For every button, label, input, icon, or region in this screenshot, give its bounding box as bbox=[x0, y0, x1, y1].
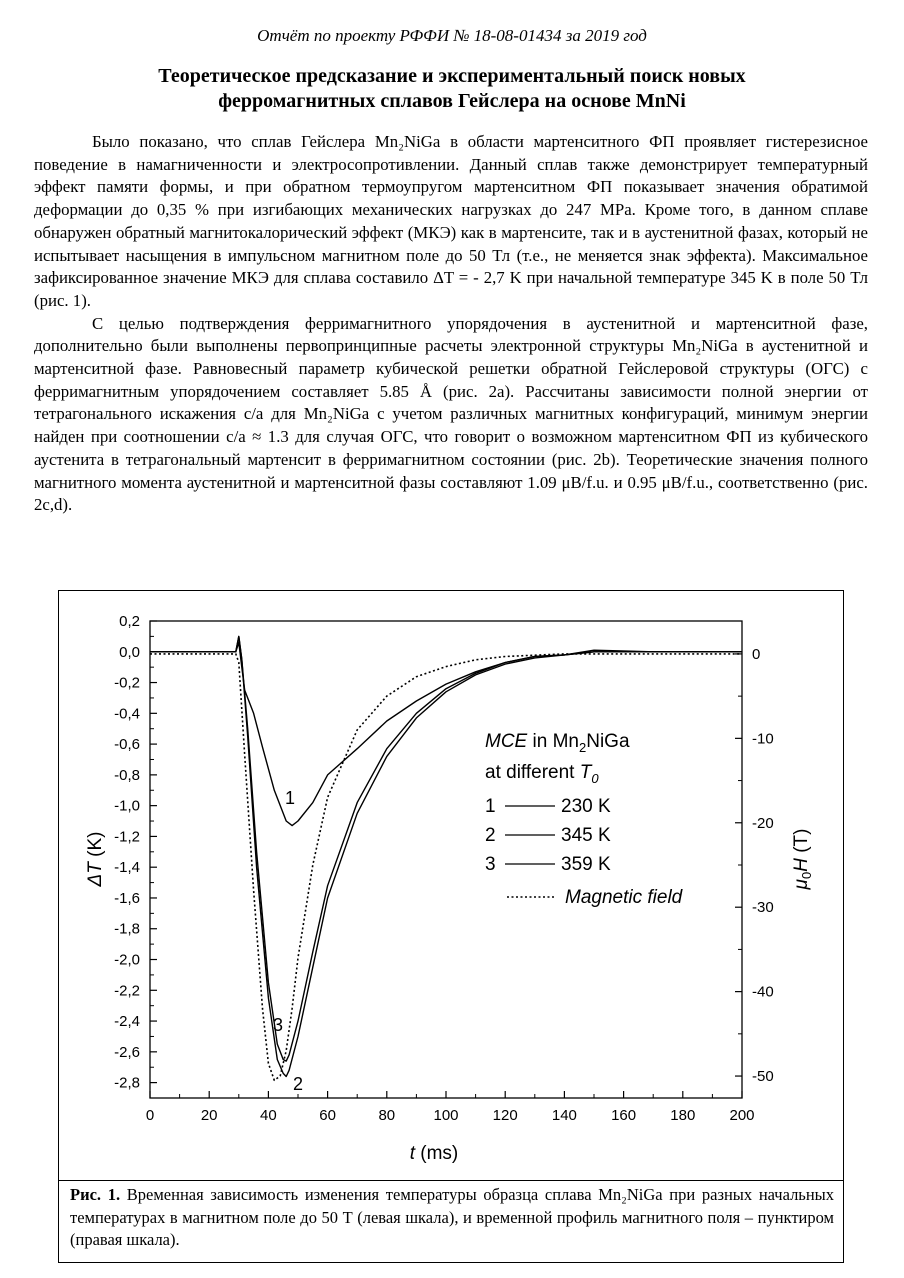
y-tick-label: -2,6 bbox=[114, 1043, 140, 1061]
y-tick-label: 0,0 bbox=[119, 643, 140, 661]
figure-caption bbox=[70, 1184, 834, 1252]
body-text bbox=[34, 131, 868, 517]
x-tick-label: 100 bbox=[433, 1107, 459, 1124]
x-tick-label: 60 bbox=[319, 1107, 336, 1124]
x-axis-label: t (ms) bbox=[409, 1143, 459, 1164]
mce-chart bbox=[59, 591, 845, 1181]
y2-axis-label: $\mu_0H$ (T) bbox=[791, 828, 814, 890]
figure-box bbox=[58, 590, 844, 1263]
y-tick-label: -2,0 bbox=[114, 951, 140, 969]
series-line-3 bbox=[150, 636, 742, 1061]
y2-tick-label: -50 bbox=[752, 1068, 774, 1086]
report-header: Отчёт по проекту РФФИ № 18-08-01434 за 2019 год bbox=[257, 26, 647, 45]
legend-label-field: Magnetic field bbox=[565, 887, 683, 908]
caption-text: Временная зависимость изменения температуры образца сплава Mn₂NiGa при разных начальных температурах в магнитном поле до 50 Т (левая шкала), и временной профиль магнитного поля – пунктиром (правая шкала). bbox=[70, 1185, 834, 1249]
legend-label-2: 345 K bbox=[561, 825, 611, 846]
y-tick-label: -2,2 bbox=[114, 982, 140, 1000]
y-tick-label: -0,8 bbox=[114, 766, 140, 784]
y2-tick-label: 0 bbox=[752, 645, 761, 663]
series-line-field bbox=[150, 654, 742, 1080]
curve-label-3: 3 bbox=[273, 1015, 284, 1035]
y-tick-label: -2,8 bbox=[114, 1074, 140, 1092]
x-tick-label: 120 bbox=[492, 1107, 518, 1124]
paragraph-2: С целью подтверждения ферримагнитного упорядочения в аустенитной и мартенситной фазе, дополнительно были выполнены первопринципные расчеты электронной структуры Mn₂NiGa в аустенитной и мартенситной фазе. Равновесный параметр кубической решетки обратной Гейслеровой структуры (ОГС) с ферримагнитным упорядочением составляет 5.85 Å (рис. 2a). Рассчитаны зависимости полной энергии от тетрагонального искажения c/a для Mn₂NiGa с учетом различных магнитных конфигураций, минимум энергии найден при соотношении c/a ≈ 1.3 для случая ОГС, что говорит о возможном мартенситном ФП из кубического аустенита в тетрагональный мартенсит в ферримагнитном состоянии (рис. 2b). Теоретические значения полного магнитного момента аустенитной и мартенситной фазы составляют 1.09 μB/f.u. и 0.95 μB/f.u., соответственно (рис. 2c,d). bbox=[34, 313, 868, 515]
series-line-1 bbox=[150, 643, 742, 826]
caption-label: Рис. 1. bbox=[70, 1185, 121, 1204]
legend-entry-field bbox=[507, 887, 684, 908]
paper-title bbox=[0, 64, 904, 114]
legend-num-3: 3 bbox=[485, 854, 496, 875]
caption-divider bbox=[58, 1180, 844, 1181]
title-line-2: ферромагнитных сплавов Гейслера на основе MnNi bbox=[218, 90, 686, 112]
x-tick-label: 20 bbox=[200, 1107, 218, 1124]
y-tick-label: -2,4 bbox=[114, 1013, 140, 1031]
series-layer bbox=[150, 636, 742, 1080]
legend-num-1: 1 bbox=[485, 796, 496, 817]
y-tick-label: -1,8 bbox=[114, 920, 140, 938]
legend-num-2: 2 bbox=[485, 825, 496, 846]
y-tick-label: -0,6 bbox=[114, 736, 140, 754]
y-tick-label: -0,2 bbox=[114, 674, 140, 692]
legend-title-2: at different $T_0$ bbox=[485, 762, 599, 786]
y2-tick-label: -10 bbox=[752, 730, 774, 748]
legend-label-3: 359 K bbox=[561, 854, 611, 875]
curve-label-1: 1 bbox=[285, 788, 296, 808]
y2-tick-label: -20 bbox=[752, 814, 774, 832]
y2-tick-label: -40 bbox=[752, 983, 774, 1001]
y-tick-label: -0,4 bbox=[114, 705, 140, 723]
legend-title-1: MCE in $Mn_2NiGa$ bbox=[485, 731, 630, 755]
x-tick-label: 140 bbox=[551, 1107, 577, 1124]
x-tick-label: 0 bbox=[145, 1107, 155, 1124]
y-tick-label: -1,0 bbox=[114, 797, 140, 815]
y2-tick-label: -30 bbox=[752, 899, 774, 917]
y-tick-label: -1,4 bbox=[114, 859, 140, 877]
legend-entry-3 bbox=[485, 854, 611, 875]
paragraph-1: Было показано, что сплав Гейслера Mn₂NiGa в области мартенситного ФП проявляет гистерезисное поведение в намагниченности и электросопротивлении. Данный сплав также демонстрирует температурный эффект памяти формы, и при обратном термоупругом мартенситном ФП показывает значения обратимой деформации до 0,35 % при изгибающих механических нагрузках до 247 MPa. Кроме того, в данном сплаве обнаружен обратный магнитокалорический эффект (МКЭ) как в мартенсите, так и в аустенитной фазах, который не испытывает насыщения в импульсном магнитном поле до 50 Тл (т.е., не меняется знак эффекта). Максимальное зафиксированное значение МКЭ для сплава составило ΔT = - 2,7 K при начальной температуре 345 K в поле 50 Тл (рис. 1). bbox=[34, 132, 868, 310]
series-line-2 bbox=[150, 636, 742, 1076]
curve-label-2: 2 bbox=[293, 1074, 304, 1094]
y-tick-label: -1,6 bbox=[114, 889, 140, 907]
y-tick-label: -1,2 bbox=[114, 828, 140, 846]
x-tick-label: 80 bbox=[378, 1107, 396, 1124]
legend-entry-2 bbox=[485, 825, 611, 846]
y-axis-label: ΔT (K) bbox=[85, 831, 106, 887]
legend bbox=[485, 731, 684, 908]
y-tick-label: 0,2 bbox=[119, 613, 140, 630]
title-line-1: Теоретическое предсказание и экспериментальный поиск новых bbox=[158, 65, 746, 87]
legend-label-1: 230 K bbox=[561, 796, 611, 817]
x-tick-label: 200 bbox=[729, 1107, 755, 1124]
x-tick-label: 160 bbox=[611, 1107, 637, 1124]
x-tick-label: 180 bbox=[670, 1107, 696, 1124]
x-tick-label: 40 bbox=[260, 1107, 277, 1124]
legend-entry-1 bbox=[485, 796, 611, 817]
